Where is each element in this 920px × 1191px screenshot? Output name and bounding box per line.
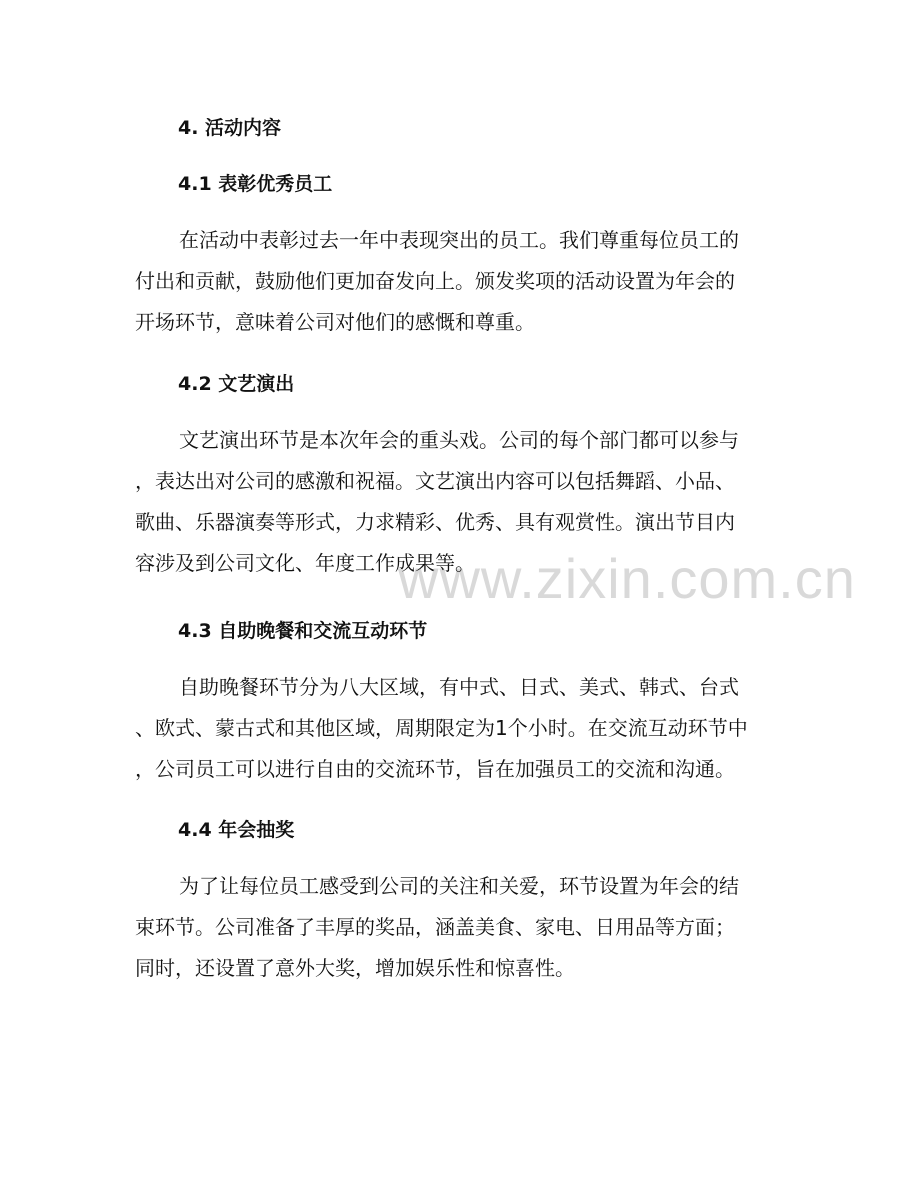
paragraph-line: 付出和贡献，鼓励他们更加奋发向上。颁发奖项的活动设置为年会的 (135, 269, 735, 293)
paragraph-line: 自助晚餐环节分为八大区域，有中式、日式、美式、韩式、台式 (179, 675, 739, 699)
paragraph-4-1 (135, 220, 785, 343)
paragraph-line: ，表达出对公司的感激和祝福。文艺演出内容可以包括舞蹈、小品、 (135, 469, 735, 493)
paragraph-line: ，公司员工可以进行自由的交流环节，旨在加强员工的交流和沟通。 (135, 757, 735, 781)
paragraph-4-2 (135, 420, 785, 584)
paragraph-4-4 (135, 866, 785, 989)
watermark: www.zixin.com.cn (398, 547, 856, 610)
paragraph-line: 、欧式、蒙古式和其他区域，周期限定为1个小时。在交流互动环节中 (135, 716, 748, 740)
paragraph-line: 歌曲、乐器演奏等形式，力求精彩、优秀、具有观赏性。演出节目内 (135, 510, 735, 534)
subsection-heading-4-4: 4.4 年会抽奖 (178, 819, 295, 841)
paragraph-line: 在活动中表彰过去一年中表现突出的员工。我们尊重每位员工的 (179, 228, 739, 252)
paragraph-line: 同时，还设置了意外大奖，增加娱乐性和惊喜性。 (135, 956, 575, 980)
subsection-heading-4-3: 4.3 自助晚餐和交流互动环节 (178, 620, 428, 642)
subsection-heading-4-1: 4.1 表彰优秀员工 (178, 173, 333, 195)
section-title: 4. 活动内容 (178, 117, 282, 139)
paragraph-line: 文艺演出环节是本次年会的重头戏。公司的每个部门都可以参与 (179, 428, 739, 452)
paragraph-line: 容涉及到公司文化、年度工作成果等。 (135, 551, 475, 575)
paragraph-4-3 (135, 667, 785, 790)
paragraph-line: 为了让每位员工感受到公司的关注和关爱，环节设置为年会的结 (179, 874, 739, 898)
paragraph-line: 开场环节，意味着公司对他们的感慨和尊重。 (135, 310, 535, 334)
paragraph-line: 束环节。公司准备了丰厚的奖品，涵盖美食、家电、日用品等方面； (135, 915, 735, 939)
subsection-heading-4-2: 4.2 文艺演出 (178, 373, 295, 395)
